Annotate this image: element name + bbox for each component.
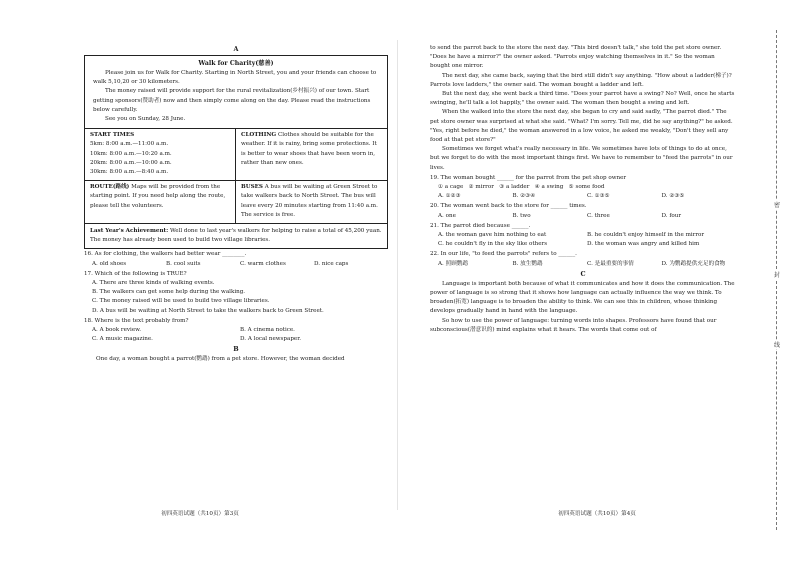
option-c[interactable]: C. he couldn't fly in the sky like others [438,241,548,248]
passage-b-para: Sometimes we forget what's really necessary in life. We sometimes have lots of things to do at once, but we forget to do with the most important things first. We have to remember to "feed the parrots" in our lives. [430,146,733,171]
start-times-cell [85,129,236,180]
passage-b-para: to send the parrot back to the store the next day. "This bird doesn't talk," she told the pet store owner. "Does he have a mirror?" the owner asked. "Parrots enjoy watching themselves in it." So the woman bought one mirror. [430,45,722,70]
option-b[interactable]: B. two [512,212,531,219]
clothing-text: Clothes should be suitable for the weather. If it is rainy, bring some protections. It is better to wear shoes that have been worn in, rather than new ones. [241,132,377,166]
item-choice: ④ a swing [534,184,564,191]
section-b-heading: B [233,345,239,354]
option-b[interactable]: B. A cinema notice. [240,327,295,334]
question-options [430,231,736,249]
option-d[interactable]: D. ②③⑤ [661,193,685,200]
page-footer-left: 初四英语试题（共10页）第3页 [161,511,239,517]
question-19 [430,174,736,202]
passage-c-para: Language is important both because of what it communicates and how it does the communication. The power of language is so strong that it shows how language can actually influence the way we think. To broaden(拓宽) language is to broaden the ability to think. We can see this in children, whose thinking develops gradually hand in hand with the language. [430,280,735,315]
question-22 [430,250,736,268]
route-cell [85,181,236,223]
start-time-row: 5km: 8:00 a.m.—11:00 a.m. [90,141,169,148]
option-c[interactable]: C. 是最重要的事情 [587,260,634,267]
clothing-cell [236,129,387,180]
item-choice: ② mirror [468,184,494,191]
question-17 [84,270,388,316]
route-text: Maps will be provided from the starting point. If you need help along the route, please tell the volunteers. [90,184,226,209]
right-page [400,0,794,561]
option-b[interactable]: B. he couldn't enjoy himself in the mirror [587,232,705,239]
buses-text: A bus will be waiting at Green Street to take walkers back to North Street. The bus will leave every 20 minutes starting from 11:40 a.m. The service is free. [241,184,378,218]
section-c-heading: C [580,269,586,278]
question-stem: 20. The woman went back to the store for ______ times. [430,203,587,210]
route-heading: ROUTE(路线) [90,184,130,191]
question-options [430,192,736,201]
option-d[interactable]: D. A local newspaper. [240,336,302,343]
passage-b-para: The next day, she came back, saying that the bird still didn't say anything. "How about a ladder(梯子)? Parrots love ladders," the owner said. The woman bought a ladder and left. [430,72,732,88]
question-16 [84,250,388,268]
binding-label: 密 [770,200,784,209]
question-stem: 18. Where is the text probably from? [84,317,189,324]
notice-title: Walk for Charity(慈善) [198,60,274,67]
achievement-heading: Last Year's Achievement: [90,228,169,235]
option-c[interactable]: C. three [587,212,610,219]
start-times-heading: START TIMES [90,132,135,139]
passage-b-para: But the next day, she went back a third time. "Does your parrot have a swing? No? Well, once he starts swinging, he'll talk a lot happily," the owner said. The woman then bought a swing and left. [430,91,735,107]
notice-intro-2: The money raised will provide support for the rural revitalization(乡村振兴) of our town. Start getting sponsors(赞助者) now and then simply come along on the day. Please read the instructions below carefully. [93,88,371,113]
option-d[interactable]: D. nice caps [314,260,349,267]
binding-dashed-line [776,30,777,530]
option-a[interactable]: A. There are three kinds of walking events. [92,280,215,287]
question-stem: 21. The parrot died because ______. [430,222,531,229]
question-18 [84,317,388,345]
option-d[interactable]: D. four [661,212,682,219]
option-a[interactable]: A. ①②③ [438,193,461,200]
binding-seal-line [770,30,784,530]
option-a[interactable]: A. the woman gave him nothing to eat [438,232,547,239]
achievement-text: Well done to last year's walkers for helping to raise a total of 45,200 yuan. The money has already been used to build two village libraries. [90,228,382,244]
option-c[interactable]: C. The money raised will be used to build two village libraries. [92,298,270,305]
notice-row-bottom [85,181,387,223]
question-stem: 19. The woman bought ______ for the parrot from the pet shop owner [430,174,627,181]
item-choice: ③ a ladder [499,184,530,191]
item-choices [430,183,736,192]
question-options [430,260,736,269]
binding-label: 线 [770,340,784,349]
question-20 [430,202,736,220]
option-d[interactable]: D. A bus will be waiting at North Street to take the walkers back to Green Street. [92,307,324,314]
notice-intro-3: See you on Sunday, 28 June. [105,116,186,123]
notice-intro-1: Please join us for Walk for Charity. Starting in North Street, you and your friends can choose to walk 5,10,20 or 30 kilometers. [93,70,377,86]
question-stem: 17. Which of the following is TRUE? [84,270,187,277]
section-a-heading: A [233,45,239,53]
option-a[interactable]: A. one [438,212,456,219]
passage-b-start: One day, a woman bought a parrot(鹦鹉) from a pet store. However, the woman decided [96,356,345,363]
option-b[interactable]: B. The walkers can get some help during the walking. [92,289,246,296]
option-b[interactable]: B. ②③④ [512,193,536,200]
option-a[interactable]: A. old shoes [92,260,127,267]
option-d[interactable]: D. 为鹦鹉提供充足的食物 [661,260,726,267]
question-options [430,212,736,221]
option-b[interactable]: B. cool suits [166,260,201,267]
start-time-row: 20km: 8:00 a.m.—10:00 a.m. [90,159,172,166]
passage-c-para: So how to use the power of language: turning words into shapes. Professors have found that our subconscious(潜意识的) mind explains what it hears. The words that come out of [430,317,717,333]
buses-heading: BUSES [241,184,263,191]
option-c[interactable]: C. warm clothes [240,260,286,267]
notice-box [84,55,388,249]
question-stem: 16. As for clothing, the walkers had better wear ________. [84,251,247,258]
item-choice: ⑤ some food [568,184,605,191]
option-c[interactable]: C. ①③⑤ [587,193,610,200]
passage-b-para: When the walked into the store the next day, she began to cry and said sadly, "The parrot died." The pet store owner was surprised at what she said. "What? I'm sorry. Tell me, did he say anything?" he asked. "Yes, right before he died," the woman answered in a low voice, he asked me weakly, "Don't they sell any food at that pet store?" [430,109,733,144]
buses-cell [236,181,387,223]
question-21 [430,222,736,250]
achievement-cell [85,223,387,248]
option-b[interactable]: B. 放生鹦鹉 [512,260,543,267]
clothing-heading: CLOTHING [241,132,277,139]
notice-header [85,56,387,129]
binding-label: 封 [770,270,784,279]
option-a[interactable]: A. A book review. [92,327,142,334]
option-a[interactable]: A. 照顾鹦鹉 [438,260,468,267]
question-options [84,326,388,344]
option-d[interactable]: D. the woman was angry and killed him [587,241,700,248]
question-stem: 22. In our life, "to feed the parrots" refers to ______. [430,251,577,258]
option-c[interactable]: C. A music magazine. [92,336,153,343]
start-time-row: 10km: 8:00 a.m.—10:20 a.m. [90,150,172,157]
item-choice: ① a cage [438,184,464,191]
question-options [84,260,388,269]
start-time-row: 30km: 8:00 a.m.—8:40 a.m. [90,169,169,176]
notice-row-top [85,129,387,181]
page-footer-right: 初四英语试题（共10页）第4页 [558,511,636,517]
